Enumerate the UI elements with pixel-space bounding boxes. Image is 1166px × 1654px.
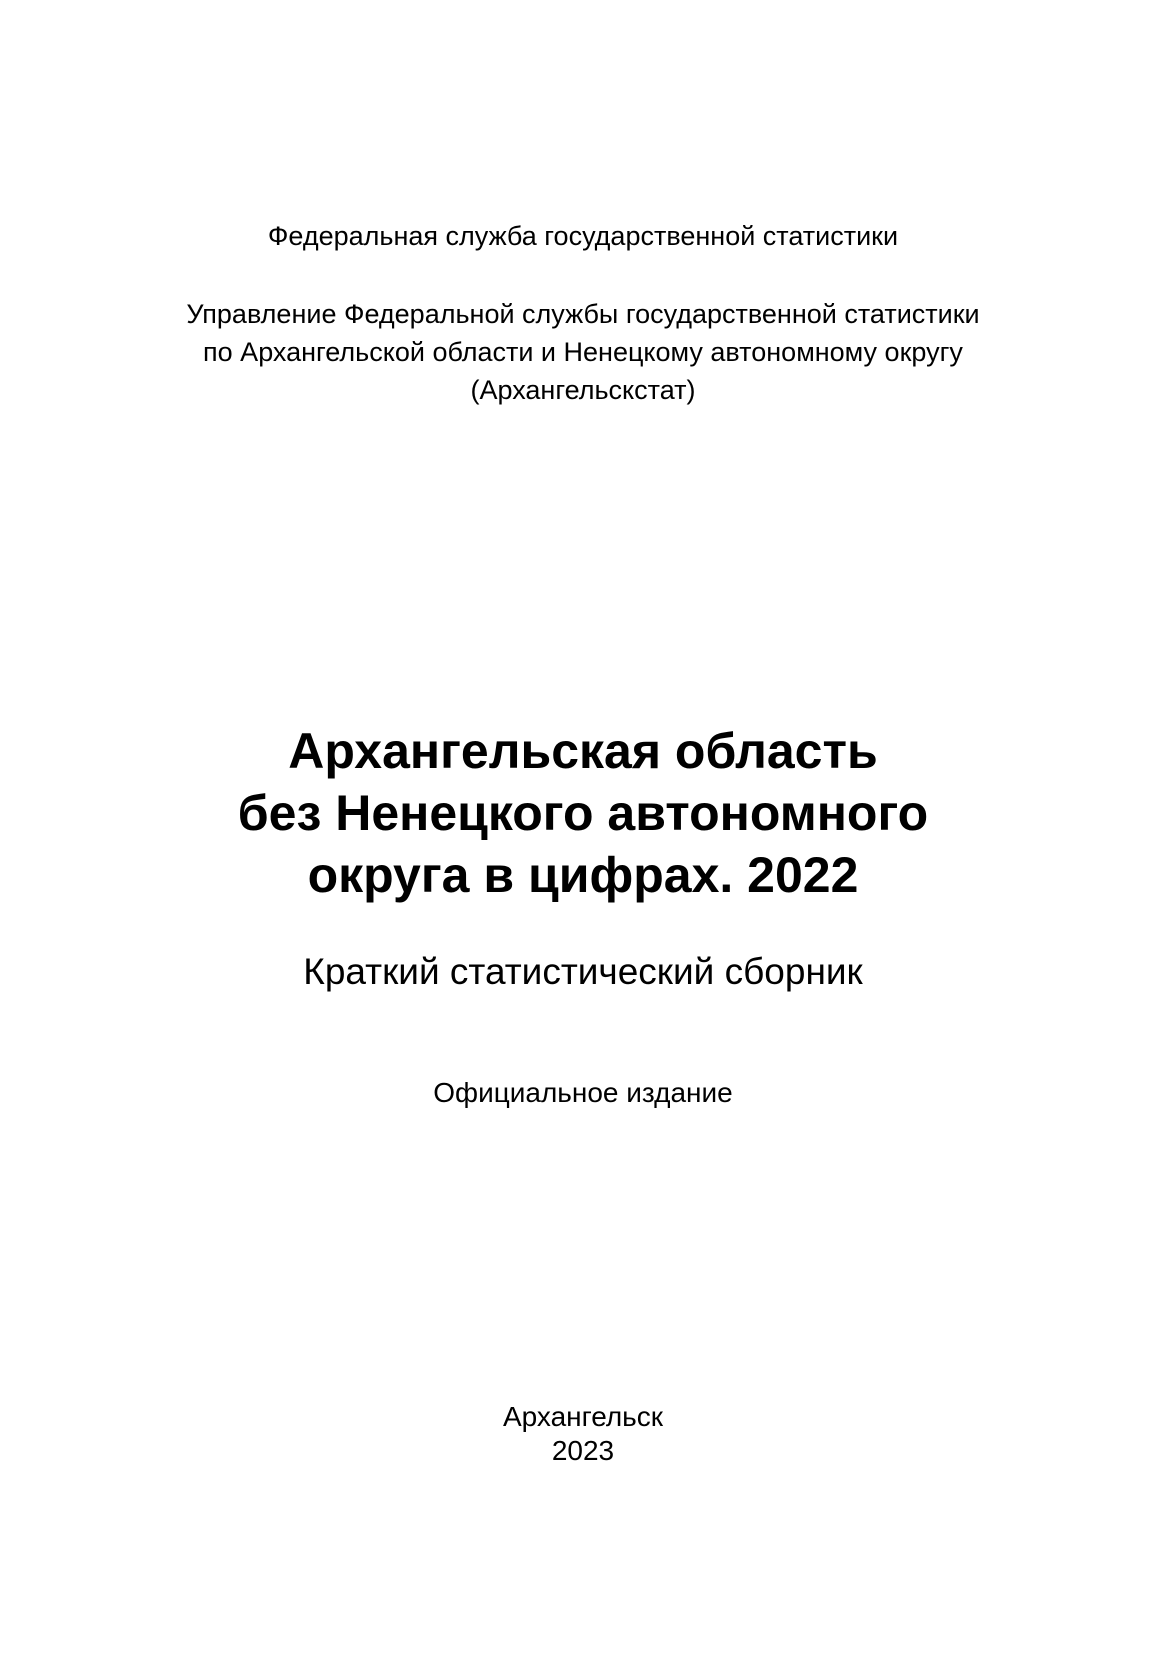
title-line-3: округа в цифрах. 2022 <box>307 847 859 903</box>
department-line-3: (Архангельскстат) <box>470 375 696 405</box>
title-line-2: без Ненецкого автономного <box>237 785 929 841</box>
imprint-year: 2023 <box>551 1435 615 1466</box>
agency-name: Федеральная служба государственной статистики <box>267 221 899 251</box>
edition-note: Официальное издание <box>433 1077 733 1108</box>
department-line-1: Управление Федеральной службы государственной статистики <box>186 299 980 329</box>
imprint-city: Архангельск <box>502 1401 664 1432</box>
title-line-1: Архангельская область <box>288 723 878 779</box>
imprint <box>0 1400 1166 1468</box>
document-subtitle: Краткий статистический сборник <box>303 951 863 992</box>
department-name <box>0 295 1166 409</box>
department-line-2: по Архангельской области и Ненецкому автономному округу <box>203 337 963 367</box>
document-title <box>0 720 1166 906</box>
